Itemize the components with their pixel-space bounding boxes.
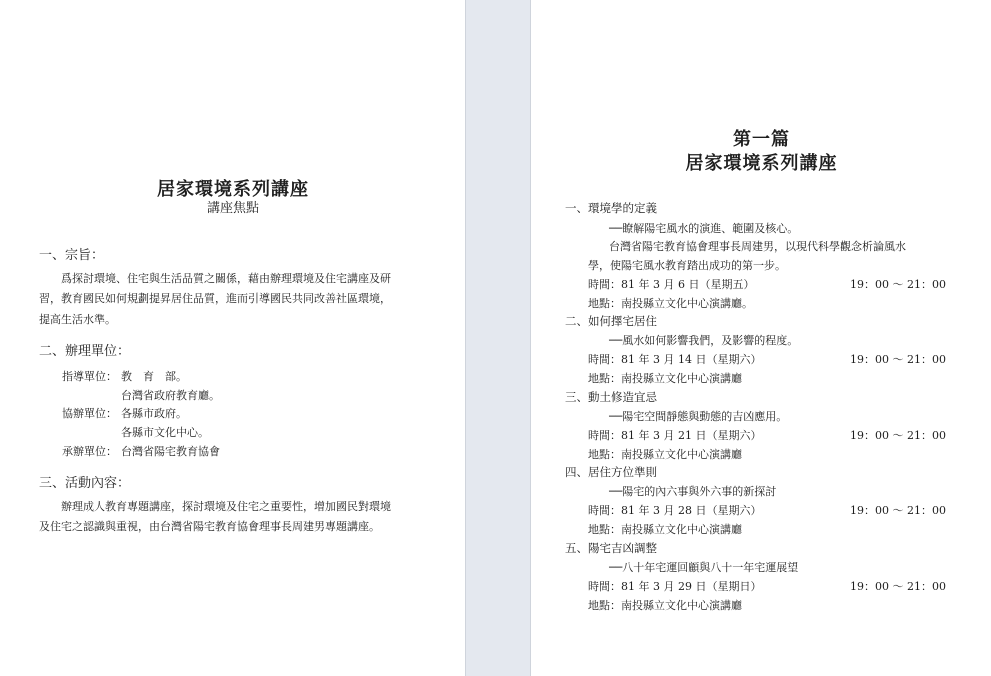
- lecture-time: 19：00 ～ 21：00: [850, 580, 946, 593]
- page-subtitle: 講座焦點: [206, 201, 259, 216]
- guide-label: 指導單位：: [62, 370, 117, 383]
- lecture-heading: 五、陽宅吉凶調整: [565, 541, 657, 555]
- lecture-time: 19：00 ～ 21：00: [850, 504, 946, 517]
- section-heading-activities: 三、活動內容：: [39, 476, 131, 491]
- lecture-heading: 四、居住方位準則: [565, 465, 657, 479]
- lecture-place: 地點：南投縣立文化中心演講廳: [588, 523, 742, 536]
- lecture-place: 地點：南投縣立文化中心演講廳: [588, 372, 742, 385]
- co-org: 各縣市政府。: [121, 407, 187, 420]
- page-title: 居家環境系列講座: [157, 179, 309, 200]
- lecture-subtitle: ──風水如何影響我們，及影響的程度。: [609, 334, 799, 347]
- co-label: 協辦單位：: [62, 407, 117, 420]
- lecture-subtitle: ──陽宅空間靜態與動態的吉凶應用。: [609, 410, 788, 423]
- purpose-line: 習，教育國民如何規劃提昇居住品質，進而引導國民共同改善社區環境，: [39, 292, 391, 305]
- part-title: 第一篇: [733, 129, 790, 150]
- right-page: [530, 0, 991, 676]
- lecture-place: 地點：南投縣立文化中心演講廳: [588, 599, 742, 612]
- lecture-date: 時間：81 年 3 月 21 日（星期六）: [588, 429, 762, 442]
- lecture-time: 19：00 ～ 21：00: [850, 429, 946, 442]
- section-heading-purpose: 一、宗旨：: [39, 248, 105, 263]
- lecture-place: 地點：南投縣立文化中心演講廳: [588, 448, 742, 461]
- lecture-description: 學，使陽宅風水教育踏出成功的第一步。: [588, 259, 786, 272]
- lecture-heading: 二、如何擇宅居住: [565, 314, 657, 328]
- lecture-place: 地點：南投縣立文化中心演講廳。: [588, 297, 753, 310]
- guide-org: 教 育 部。: [121, 370, 187, 383]
- activities-line: 辦理成人教育專題講座，探討環境及住宅之重要性，增加國民對環境: [61, 500, 391, 513]
- lecture-subtitle: ──八十年宅運回顧與八十一年宅運展望: [609, 561, 799, 574]
- lecture-date: 時間：81 年 3 月 28 日（星期六）: [588, 504, 762, 517]
- left-page: [0, 0, 466, 676]
- lecture-date: 時間：81 年 3 月 6 日（星期五）: [588, 278, 755, 291]
- purpose-line: 爲探討環境、住宅與生活品質之關係，藉由辦理環境及住宅講座及研: [61, 272, 391, 285]
- host-label: 承辦單位：: [62, 445, 117, 458]
- activities-line: 及住宅之認識與重視，由台灣省陽宅教育協會理事長周建男專題講座。: [39, 520, 380, 533]
- co-org: 各縣市文化中心。: [121, 426, 209, 439]
- lecture-description: 台灣省陽宅教育協會理事長周建男，以現代科學觀念析論風水: [609, 240, 906, 253]
- lecture-heading: 三、動土修造宜忌: [565, 390, 657, 404]
- host-org: 台灣省陽宅教育協會: [121, 445, 220, 458]
- lecture-heading: 一、環境學的定義: [565, 201, 657, 215]
- purpose-line: 提高生活水準。: [39, 313, 116, 326]
- lecture-subtitle: ──瞭解陽宅風水的演進、範圍及核心。: [609, 222, 799, 235]
- section-heading-organizers: 二、辦理單位：: [39, 344, 131, 359]
- lecture-date: 時間：81 年 3 月 29 日（星期日）: [588, 580, 762, 593]
- lecture-date: 時間：81 年 3 月 14 日（星期六）: [588, 353, 762, 366]
- series-title: 居家環境系列講座: [685, 153, 838, 174]
- lecture-time: 19：00 ～ 21：00: [850, 278, 946, 291]
- guide-org: 台灣省政府教育廳。: [121, 389, 220, 402]
- lecture-subtitle: ──陽宅的內六事與外六事的新探討: [609, 485, 777, 498]
- lecture-time: 19：00 ～ 21：00: [850, 353, 946, 366]
